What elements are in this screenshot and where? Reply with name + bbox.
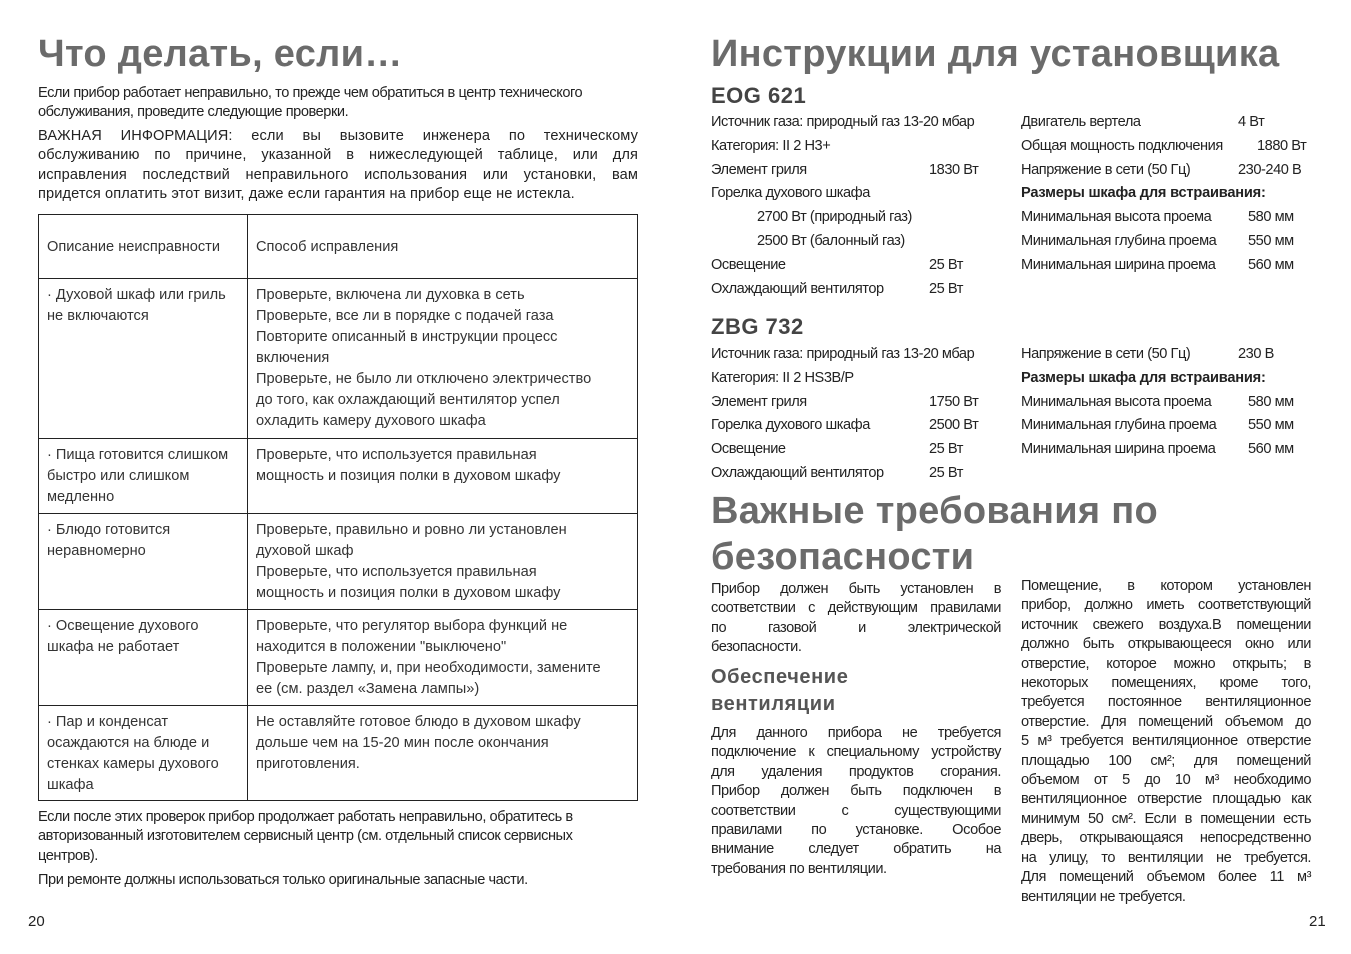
spec-row: Источник газа: природный газ 13-20 мбар (711, 114, 975, 130)
spec-list-zbg732-right (1021, 343, 1311, 462)
page-number-left: 20 (28, 913, 45, 930)
spec-row: Минимальная глубина проема 550 мм (1021, 232, 1294, 249)
table-row (39, 514, 638, 610)
room-ventilation-paragraph: Помещение, в котором установлен прибор, должно иметь соответствующий источник свежего воздуха.В помещении должно быть открывающееся окно или отверстие, которое можно открыть; в некоторых помещениях, кроме того, требуется постоянное вентиляционное отверстие. Для помещений объемом до 5 м³ требуется вентиляционное отверстие площадью 100 см²; для помещений объемом от 5 до 10 м³ необходимо вентиляционное отверстие площадью как минимум 50 см². Если в помещении есть дверь, открывающаяся непосредственно на улицу, то вентиляции не требуется. Для помещений объемом более 11 м³ вентиляции не требуется. (1021, 578, 1311, 905)
spec-row: Горелка духового шкафа 2500 Вт (711, 417, 979, 434)
important-notice: ВАЖНАЯ ИНФОРМАЦИЯ: если вы вызовите инженера по техническому обслуживанию по причине, указанной в нижеследующей таблице, или для исправления последствий неправильного использования или установки, вам придется оплатить этот визит, даже если гарантия на прибор еще не истекла. (38, 128, 638, 203)
page-number-right: 21 (1309, 913, 1326, 930)
ventilation-title: Обеспечение вентиляции (711, 666, 849, 715)
problem-cell: · Духовой шкаф или гриль не включаются (39, 279, 248, 439)
spec-row: Элемент гриля 1830 Вт (711, 161, 979, 178)
left-page-title: Что делать, если… (38, 33, 403, 75)
table-row (39, 706, 638, 801)
troubleshooting-table (38, 214, 638, 801)
table-header-row (39, 215, 638, 279)
ventilation-paragraph: Для данного прибора не требуется подключение к специальному устройству для удаления продуктов сгорания. Прибор должен быть подключен в соответствии с существующими правилами по установке. Особое внимание следует обратить на требования по вентиляции. (711, 725, 1001, 877)
spec-row: Размеры шкафа для встраивания: (1021, 185, 1266, 202)
problem-cell: · Пар и конденсат осаждаются на блюде и стенках камеры духового шкафа (39, 706, 248, 801)
spec-row: Минимальная высота проема 580 мм (1021, 393, 1294, 410)
spec-row: Минимальная ширина проема 560 мм (1021, 441, 1294, 458)
problem-cell: · Блюдо готовится неравномерно (39, 514, 248, 610)
spec-row: Горелка духового шкафа (711, 185, 870, 202)
model-name-zbg732: ZBG 732 (711, 314, 804, 339)
spec-row: Минимальная глубина проема 550 мм (1021, 417, 1294, 434)
spec-row: Категория: II 2 HS3B/P (711, 369, 854, 386)
service-center-note: Если после этих проверок прибор продолжает работать неправильно, обратитесь в авторизованный изготовителем сервисный центр (см. отдельный список сервисных центров). (38, 809, 573, 864)
spec-row: Напряжение в сети (50 Гц) 230 В (1021, 346, 1274, 362)
problem-cell: · Освещение духового шкафа не работает (39, 610, 248, 706)
spec-row: 2700 Вт (природный газ) (757, 209, 912, 226)
spec-row: Двигатель вертела 4 Вт (1021, 114, 1265, 130)
spec-row: Охлаждающий вентилятор 25 Вт (711, 280, 963, 297)
original-parts-note: При ремонте должны использоваться только оригинальные запасные части. (38, 872, 528, 888)
spec-row: Охлаждающий вентилятор 25 Вт (711, 464, 963, 481)
left-page (38, 0, 638, 954)
header-problem: Описание неисправности (39, 215, 248, 279)
safety-paragraph: Прибор должен быть установлен в соответствии с действующим правилами по газовой и электрической безопасности. (711, 581, 1001, 656)
spec-row: Категория: II 2 H3+ (711, 137, 831, 154)
table-row (39, 610, 638, 706)
spec-row: 2500 Вт (балонный газ) (757, 232, 905, 249)
spec-row: Размеры шкафа для встраивания: (1021, 369, 1266, 386)
spec-list-zbg732-left (711, 343, 1011, 486)
right-page-title: Инструкции для установщика (711, 33, 1280, 75)
spec-row: Напряжение в сети (50 Гц) 230-240 В (1021, 161, 1302, 178)
header-solution: Способ исправления (248, 215, 638, 279)
spec-row: Минимальная ширина проема 560 мм (1021, 256, 1294, 273)
spec-row: Освещение 25 Вт (711, 441, 963, 458)
spec-row: Общая мощность подключения 1880 Вт (1021, 137, 1307, 154)
intro-paragraph: Если прибор работает неправильно, то прежде чем обратиться в центр технического обслуживания, проведите следующие проверки. (38, 85, 583, 121)
table-row (39, 279, 638, 439)
spec-row: Освещение 25 Вт (711, 256, 963, 273)
safety-title: Важные требования по безопасности (711, 490, 1158, 578)
solution-cell: Проверьте, правильно и ровно ли установлен духовой шкаф Проверьте, что используется правильная мощность и позиция полки в духовом шкафу (248, 514, 638, 610)
solution-cell: Проверьте, включена ли духовка в сеть Проверьте, все ли в порядке с подачей газа Повторите описанный в инструкции процесс включения Проверьте, не было ли отключено электричество до того, как охлаждающий вентилятор успел охладить камеру духового шкафа (248, 279, 638, 439)
spec-row: Элемент гриля 1750 Вт (711, 393, 979, 410)
problem-cell: · Пища готовится слишком быстро или слишком медленно (39, 439, 248, 514)
solution-cell: Проверьте, что используется правильная мощность и позиция полки в духовом шкафу (248, 439, 638, 514)
spec-list-eog621-right (1021, 111, 1311, 278)
solution-cell: Не оставляйте готовое блюдо в духовом шкафу дольше чем на 15-20 мин после окончания приготовления. (248, 706, 638, 801)
right-page (711, 0, 1311, 954)
table-row (39, 439, 638, 514)
spec-row: Источник газа: природный газ 13-20 мбар (711, 346, 975, 362)
spec-list-eog621-left (711, 111, 1011, 301)
spec-row: Минимальная высота проема 580 мм (1021, 209, 1294, 226)
model-name-eog621: EOG 621 (711, 83, 807, 108)
solution-cell: Проверьте, что регулятор выбора функций не находится в положении "выключено" Проверьте лампу, и, при необходимости, замените ее (см. раздел «Замена лампы») (248, 610, 638, 706)
